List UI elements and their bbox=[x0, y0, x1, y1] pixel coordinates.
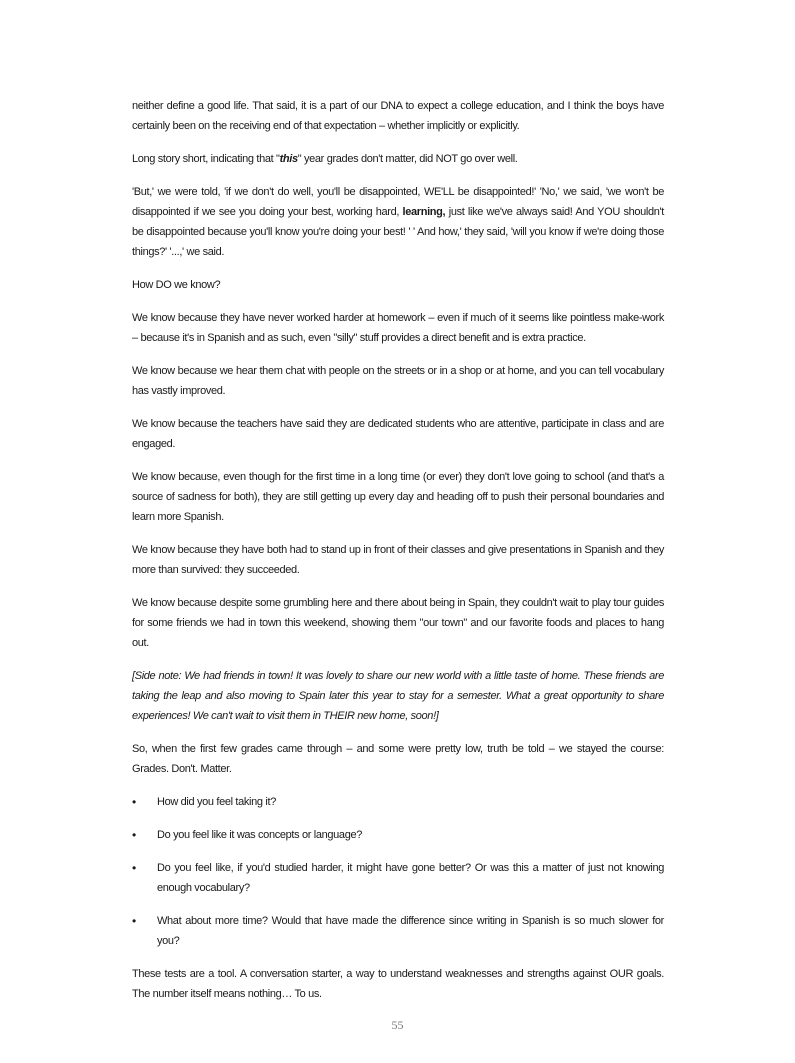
text-run: 'But,' we were told, 'if we don't do well, you'll be disappointed, WE'LL be disappointed!' 'No,' we said, 'we won't be disappointed if we see you doing your best, working hard, bbox=[132, 186, 664, 218]
page-number: 55 bbox=[391, 1018, 404, 1032]
paragraph: neither define a good life. That said, it is a part of our DNA to expect a college education, and I think the boys have certainly been on the receiving end of that expectation – whether implicitly or explicitly. bbox=[132, 100, 664, 132]
bold-text: learning, bbox=[402, 206, 446, 218]
paragraph: We know because we hear them chat with people on the streets or in a shop or at home, and you can tell vocabulary has vastly improved. bbox=[132, 365, 664, 397]
list-item: • Do you feel like it was concepts or language? bbox=[132, 825, 664, 845]
list-item: • Do you feel like, if you'd studied harder, it might have gone better? Or was this a matter of just not knowing enough vocabulary? bbox=[132, 858, 664, 898]
text-run: just like we've always said! And YOU shouldn't be disappointed because you'll know you're doing your best! ' ' And how,' they said, 'will you know if we're doing those things?' '...,' we said. bbox=[132, 206, 664, 258]
list-item: • What about more time? Would that have made the difference since writing in Spanish is so much slower for you? bbox=[132, 911, 664, 951]
paragraph: We know because they have never worked harder at homework – even if much of it seems like pointless make-work – because it's in Spanish and as such, even "silly" stuff provides a direct benefit and is extra practice. bbox=[132, 312, 664, 344]
document-page bbox=[132, 96, 664, 1017]
paragraph: We know because the teachers have said they are dedicated students who are attentive, participate in class and are engaged. bbox=[132, 418, 664, 450]
question-list bbox=[132, 792, 664, 951]
emphasis-text: this bbox=[279, 153, 298, 165]
paragraph: We know because they have both had to stand up in front of their classes and give presentations in Spanish and they more than survived: they succeeded. bbox=[132, 544, 664, 576]
side-note-paragraph: [Side note: We had friends in town! It was lovely to share our new world with a little taste of home. These friends are taking the leap and also moving to Spain later this year to stay for a semester. What a great opportunity to share experiences! We can't wait to visit them in THEIR new home, soon!] bbox=[132, 670, 664, 722]
text-run: Long story short, indicating that " bbox=[132, 153, 280, 165]
paragraph: How DO we know? bbox=[132, 279, 221, 291]
text-run: " year grades don't matter, did NOT go over well. bbox=[297, 153, 518, 165]
paragraph bbox=[132, 149, 664, 169]
paragraph bbox=[132, 182, 664, 262]
list-item: • How did you feel taking it? bbox=[132, 792, 664, 812]
paragraph: These tests are a tool. A conversation starter, a way to understand weaknesses and strengths against OUR goals. The number itself means nothing… To us. bbox=[132, 968, 664, 1000]
paragraph: We know because despite some grumbling here and there about being in Spain, they couldn't wait to play tour guides for some friends we had in town this weekend, showing them "our town" and our favorite foods and places to hang out. bbox=[132, 597, 664, 649]
paragraph: So, when the first few grades came through – and some were pretty low, truth be told – we stayed the course: Grades. Don't. Matter. bbox=[132, 743, 664, 775]
paragraph: We know because, even though for the first time in a long time (or ever) they don't love going to school (and that's a source of sadness for both), they are still getting up every day and heading off to push their personal boundaries and learn more Spanish. bbox=[132, 471, 664, 523]
